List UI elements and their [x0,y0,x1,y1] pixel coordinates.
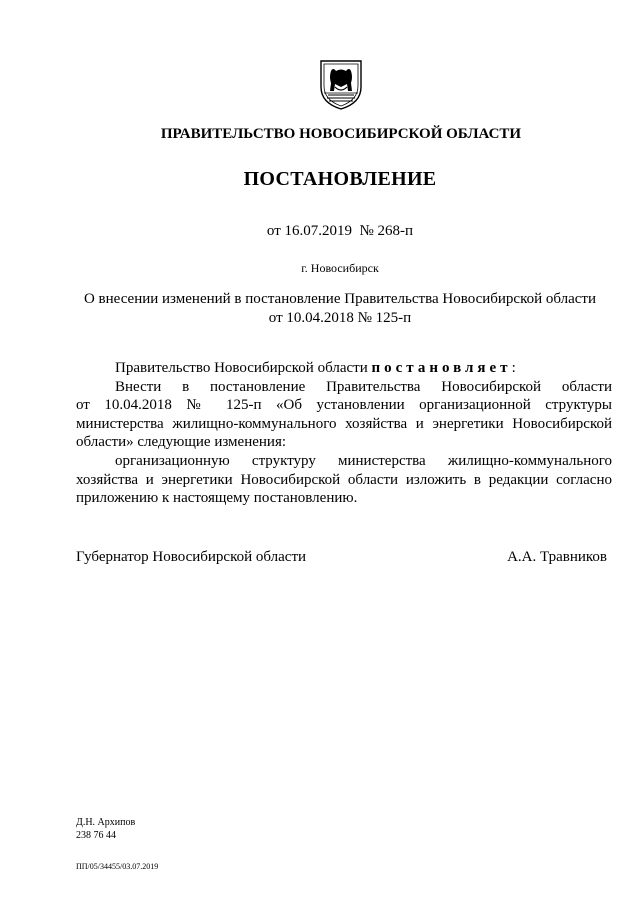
executor-phone: 238 76 44 [76,830,116,841]
document-body [76,359,612,508]
paragraph-line: области» следующие изменения: [76,434,287,451]
paragraph-line: министерства жилищно-коммунального хозяйства и энергетики Новосибирской [76,415,612,432]
change-paragraph [76,452,612,508]
subject-line-1: О внесении изменений в постановление Правительства Новосибирской области [83,291,597,307]
paragraph-line: Внести в постановление Правительства Новосибирской области [115,378,612,395]
amendment-paragraph [76,378,612,452]
coat-of-arms-icon [318,57,364,111]
paragraph-line: от 10.04.2018 № 125-п «Об установлении организационной структуры [76,397,612,414]
issuing-authority: ПРАВИТЕЛЬСТВО НОВОСИБИРСКОЙ ОБЛАСТИ [160,126,522,142]
executor-name: Д.Н. Архипов [76,817,136,828]
intro-suffix: : [511,360,516,376]
paragraph-line: приложению к настоящему постановлению. [76,490,358,507]
document-date-number: от 16.07.2019 № 268-п [266,223,414,239]
paragraph-line: хозяйства и энергетики Новосибирской области изложить в редакции согласно [76,471,612,488]
registration-number: ПП/05/34455/03.07.2019 [76,862,159,871]
subject-line-2: от 10.04.2018 № 125-п [268,310,412,326]
signatory-name: А.А. Травников [507,549,607,565]
paragraph-line: организационную структуру министерства жилищно-коммунального [115,452,612,469]
intro-action: постановляет [371,360,512,376]
intro-prefix: Правительство Новосибирской области [115,360,368,376]
document-type-title: ПОСТАНОВЛЕНИЕ [243,168,437,190]
signatory-position: Губернатор Новосибирской области [76,549,307,565]
executor-info [76,816,135,842]
city-name: г. Новосибирск [301,261,379,275]
intro-paragraph [76,359,612,378]
